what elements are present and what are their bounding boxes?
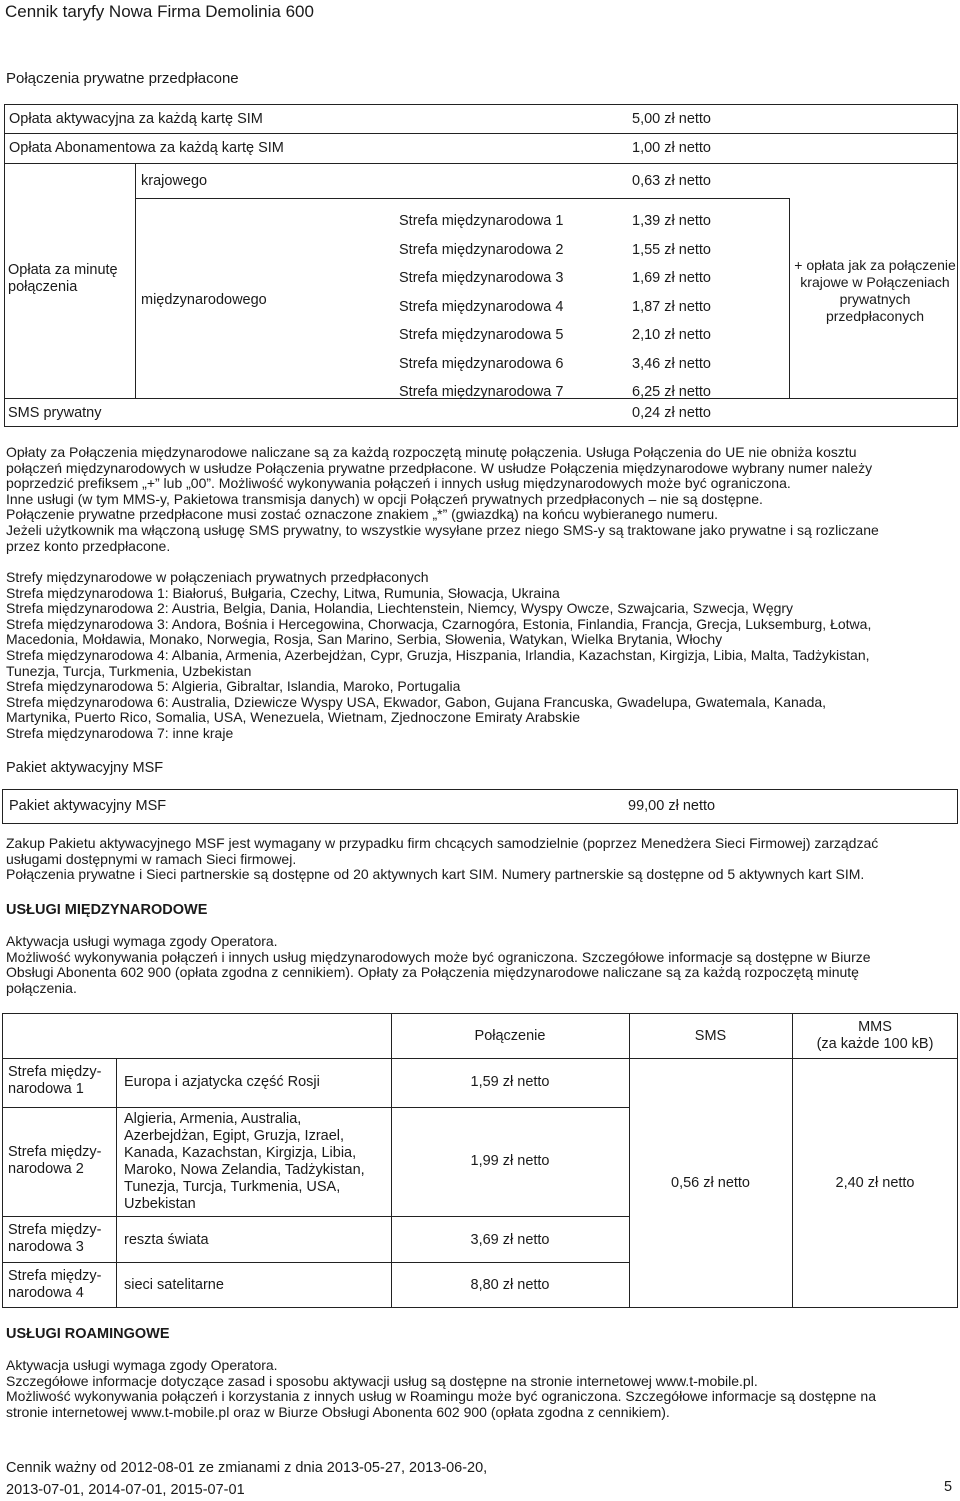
head-sms: SMS xyxy=(694,1028,727,1044)
divider xyxy=(4,133,958,134)
footer-validity xyxy=(6,1457,487,1501)
note-line: połączeń międzynarodowych w usłudze Połączenia prywatne przedpłacone. W usłudze Połączenia międzynarodowe wybrany numer należy xyxy=(6,459,873,476)
head-mms xyxy=(792,1019,958,1053)
intl-zone-name-line: Strefa między- xyxy=(8,1144,102,1160)
intl-zone-call: 1,59 zł netto xyxy=(470,1074,550,1090)
head-mms-line: MMS xyxy=(858,1019,892,1035)
zones-line: Strefa międzynarodowa 1: Białoruś, Bułgaria, Czechy, Litwa, Rumunia, Słowacja, Ukraina xyxy=(6,584,560,601)
zone-value: 3,46 zł netto xyxy=(632,355,711,372)
divider xyxy=(116,1058,117,1308)
intl-sms-value: 0,56 zł netto xyxy=(671,1175,750,1191)
zone-name: Strefa międzynarodowa 1 xyxy=(399,213,564,229)
divider xyxy=(2,1107,629,1108)
zone-name: Strefa międzynarodowa 2 xyxy=(399,241,564,258)
msf-note-line: Połączenia prywatne i Sieci partnerskie są dostępne od 20 aktywnych kart SIM. Numery partnerskie są dostępne od 5 aktywnych kart SIM. xyxy=(6,866,865,883)
intl-note-line: Aktywacja usługi wymaga zgody Operatora. xyxy=(6,933,278,949)
zone-value: 1,69 zł netto xyxy=(632,270,711,286)
zones-line: Strefa międzynarodowa 6: Australia, Dziewicze Wyspy USA, Ekwador, Gabon, Gujana Francuska, Gwadelupa, Gwatemala, Kanada, xyxy=(6,693,827,710)
document-title: Cennik taryfy Nowa Firma Demolinia 600 xyxy=(5,2,314,21)
intl-zone-name-line: Strefa między- xyxy=(8,1064,102,1080)
intl-zone-call: 8,80 zł netto xyxy=(470,1277,550,1293)
note-line: Opłaty za Połączenia międzynarodowe naliczane są za każdą rozpoczętą minutę połączenia. Usługa Połączenia do UE nie obniża kosztu xyxy=(6,444,857,460)
zone-value: 6,25 zł netto xyxy=(632,384,711,400)
zone-name: Strefa międzynarodowa 3 xyxy=(399,270,564,286)
zones-line: Strefa międzynarodowa 4: Albania, Armenia, Azerbejdżan, Cypr, Gruzja, Hiszpania, Irlandia, Kazachstan, Kirgizja, Libia, Malta, Tadżykistan, xyxy=(6,646,870,663)
zones-line: Macedonia, Mołdawia, Monako, Norwegia, Rosja, San Marino, Serbia, Słowenia, Watykan, Wielka Brytania, Włochy xyxy=(6,631,723,648)
international-label: międzynarodowego xyxy=(141,292,267,308)
msf-notes xyxy=(6,836,956,883)
zones-line: Strefa międzynarodowa 3: Andora, Bośnia i Hercegowina, Chorwacja, Czarnogóra, Estonia, Finlandia, Francja, Grecja, Luksemburg, Łotwa, xyxy=(6,615,872,632)
intl-zone-name xyxy=(8,1144,101,1178)
intl-zone-name-line: narodowa 1 xyxy=(8,1081,84,1097)
intl-zone-call: 1,99 zł netto xyxy=(470,1153,550,1169)
msf-note-line: Zakup Pakietu aktywacyjnego MSF jest wymagany w przypadku firm chcących samodzielnie (poprzez Menedżera Sieci Firmowej) zarządzać xyxy=(6,835,879,851)
zones-list xyxy=(6,570,956,742)
zone-name: Strefa międzynarodowa 7 xyxy=(399,384,564,400)
subscription-fee-label: Opłata Abonamentowa za każdą kartę SIM xyxy=(9,140,284,156)
zone-values xyxy=(632,207,711,407)
zones-line: Strefy międzynarodowe w połączeniach prywatnych przedpłaconych xyxy=(6,569,429,585)
activation-fee-label: Opłata aktywacyjna za każdą kartę SIM xyxy=(9,111,263,127)
sms-private-value: 0,24 zł netto xyxy=(632,405,711,421)
divider xyxy=(629,1013,630,1308)
note-line: Połączenie prywatne przedpłacone musi zostać oznaczone znakiem „*” (gwiazdką) na końcu wybieranego numeru. xyxy=(6,506,719,523)
intl-note-line: Obsługi Abonenta 602 900 (opłata zgodna z cennikiem). Opłaty za Połączenia międzynarodowe naliczane są za każdą rozpoczętą minutę xyxy=(6,964,859,981)
msf-title: Pakiet aktywacyjny MSF xyxy=(6,760,164,776)
intl-zone-name-line: narodowa 3 xyxy=(8,1239,84,1255)
zone-name: Strefa międzynarodowa 5 xyxy=(399,327,564,343)
subscription-fee-value: 1,00 zł netto xyxy=(632,140,711,156)
footer-line: 2013-07-01, 2014-07-01, 2015-07-01 xyxy=(6,1482,245,1498)
divider xyxy=(135,198,789,199)
msf-value: 99,00 zł netto xyxy=(628,798,716,814)
divider xyxy=(2,1216,629,1217)
note-line: przez konto przedpłacone. xyxy=(6,537,171,554)
intl-zone-countries: sieci satelitarne xyxy=(124,1277,224,1293)
intl-notes xyxy=(6,934,956,996)
zone-value: 1,39 zł netto xyxy=(632,213,711,229)
domestic-label: krajowego xyxy=(141,173,208,189)
roaming-notes xyxy=(6,1358,956,1420)
intl-zone-name-line: Strefa między- xyxy=(8,1222,102,1238)
intl-zone-name-line: narodowa 2 xyxy=(8,1161,84,1177)
zones-line: Martynika, Puerto Rico, Somalia, USA, Wenezuela, Wietnam, Zjednoczone Emiraty Arabskie xyxy=(6,709,580,726)
roaming-note-line: Szczegółowe informacje dotyczące zasad i sposobu aktywacji usług są dostępne na stronie internetowej www.t-mobile.pl. xyxy=(6,1372,758,1389)
msf-note-line: usługami dostępnymi w ramach Sieci firmowej. xyxy=(6,850,297,867)
note-line: Jeżeli użytkownik ma włączoną usługę SMS prywatny, to wszystkie wysyłane przez niego SMS-y są traktowane jako prywatne i są rozliczane xyxy=(6,521,879,538)
intl-zone-countries: Europa i azjatycka część Rosji xyxy=(124,1074,320,1090)
note-line: Inne usługi (w tym MMS-y, Pakietowa transmisja danych) w opcji Połączeń prywatnych przedpłaconych – nie są dostępne. xyxy=(6,490,763,507)
zone-value: 1,55 zł netto xyxy=(632,241,711,258)
international-note: + opłata jak za połączenie krajowe w Połączeniach prywatnych przedpłaconych xyxy=(794,257,956,324)
intl-zone-call: 3,69 zł netto xyxy=(470,1232,550,1248)
divider xyxy=(2,1262,629,1263)
zone-value: 2,10 zł netto xyxy=(632,327,711,343)
zone-list xyxy=(399,207,563,407)
intl-zone-countries: Algieria, Armenia, Australia, Azerbejdżan, Egipt, Gruzja, Izrael, Kanada, Kazachstan, Kirgizja, Libia, Maroko, Nowa Zelandia, Tadżykistan, Tunezja, Turcja, Turkmenia, USA, Uzbekistan xyxy=(124,1111,365,1212)
zones-line: Strefa międzynarodowa 7: inne kraje xyxy=(6,724,234,741)
note-line: poprzedzić prefiksem „+” lub „00”. Możliwość wykonywania połączeń i innych usług międzynarodowych może być ograniczona. xyxy=(6,475,791,492)
roaming-note-line: Możliwość wykonywania połączeń i korzystania z innych usług w Roamingu może być ograniczona. Szczegółowe informacje są dostępne na xyxy=(6,1388,876,1405)
minute-fee-label: Opłata za minutę połączenia xyxy=(8,262,118,295)
roaming-note-line: stronie internetowej www.t-mobile.pl oraz w Biurze Obsługi Abonenta 602 900 (opłata zgodna z cennikiem). xyxy=(6,1403,670,1420)
msf-label: Pakiet aktywacyjny MSF xyxy=(9,798,167,814)
intl-zone-name xyxy=(8,1268,101,1302)
intl-mms-value: 2,40 zł netto xyxy=(835,1175,915,1191)
page-number: 5 xyxy=(944,1479,953,1495)
intl-zone-name xyxy=(8,1064,101,1098)
section-title-prepaid: Połączenia prywatne przedpłacone xyxy=(6,70,239,87)
intl-zone-name xyxy=(8,1222,101,1256)
head-call: Połączenie xyxy=(474,1028,546,1044)
roaming-title: USŁUGI ROAMINGOWE xyxy=(6,1326,170,1342)
intl-zone-name-line: narodowa 4 xyxy=(8,1285,84,1301)
domestic-value: 0,63 zł netto xyxy=(632,173,711,189)
divider xyxy=(135,164,136,399)
prepaid-notes xyxy=(6,445,956,554)
sms-private-label: SMS prywatny xyxy=(8,405,102,421)
activation-fee-value: 5,00 zł netto xyxy=(632,111,711,127)
roaming-note-line: Aktywacja usługi wymaga zgody Operatora. xyxy=(6,1357,278,1373)
divider xyxy=(792,1013,793,1308)
footer-line: Cennik ważny od 2012-08-01 ze zmianami z dnia 2013-05-27, 2013-06-20, xyxy=(6,1460,488,1476)
divider xyxy=(789,198,790,398)
head-mms-line: (za każde 100 kB) xyxy=(816,1036,934,1052)
intl-title: USŁUGI MIĘDZYNARODOWE xyxy=(6,902,208,918)
intl-note-line: Możliwość wykonywania połączeń i innych usług międzynarodowych może być ograniczona. Szczegółowe informacje są dostępne w Biurze xyxy=(6,948,871,965)
zones-line: Strefa międzynarodowa 5: Algieria, Gibraltar, Islandia, Maroko, Portugalia xyxy=(6,678,461,695)
intl-zone-countries: reszta świata xyxy=(124,1232,209,1248)
zone-name: Strefa międzynarodowa 6 xyxy=(399,355,564,372)
intl-note-line: połączenia. xyxy=(6,979,77,996)
zones-line: Strefa międzynarodowa 2: Austria, Belgia, Dania, Holandia, Liechtenstein, Niemcy, Wyspy Owcze, Szwajcaria, Szwecja, Węgry xyxy=(6,600,794,617)
zone-name: Strefa międzynarodowa 4 xyxy=(399,298,564,315)
divider xyxy=(2,1058,958,1059)
zones-line: Tunezja, Turcja, Turkmenia, Uzbekistan xyxy=(6,662,252,679)
zone-value: 1,87 zł netto xyxy=(632,298,711,315)
intl-zone-name-line: Strefa między- xyxy=(8,1268,102,1284)
